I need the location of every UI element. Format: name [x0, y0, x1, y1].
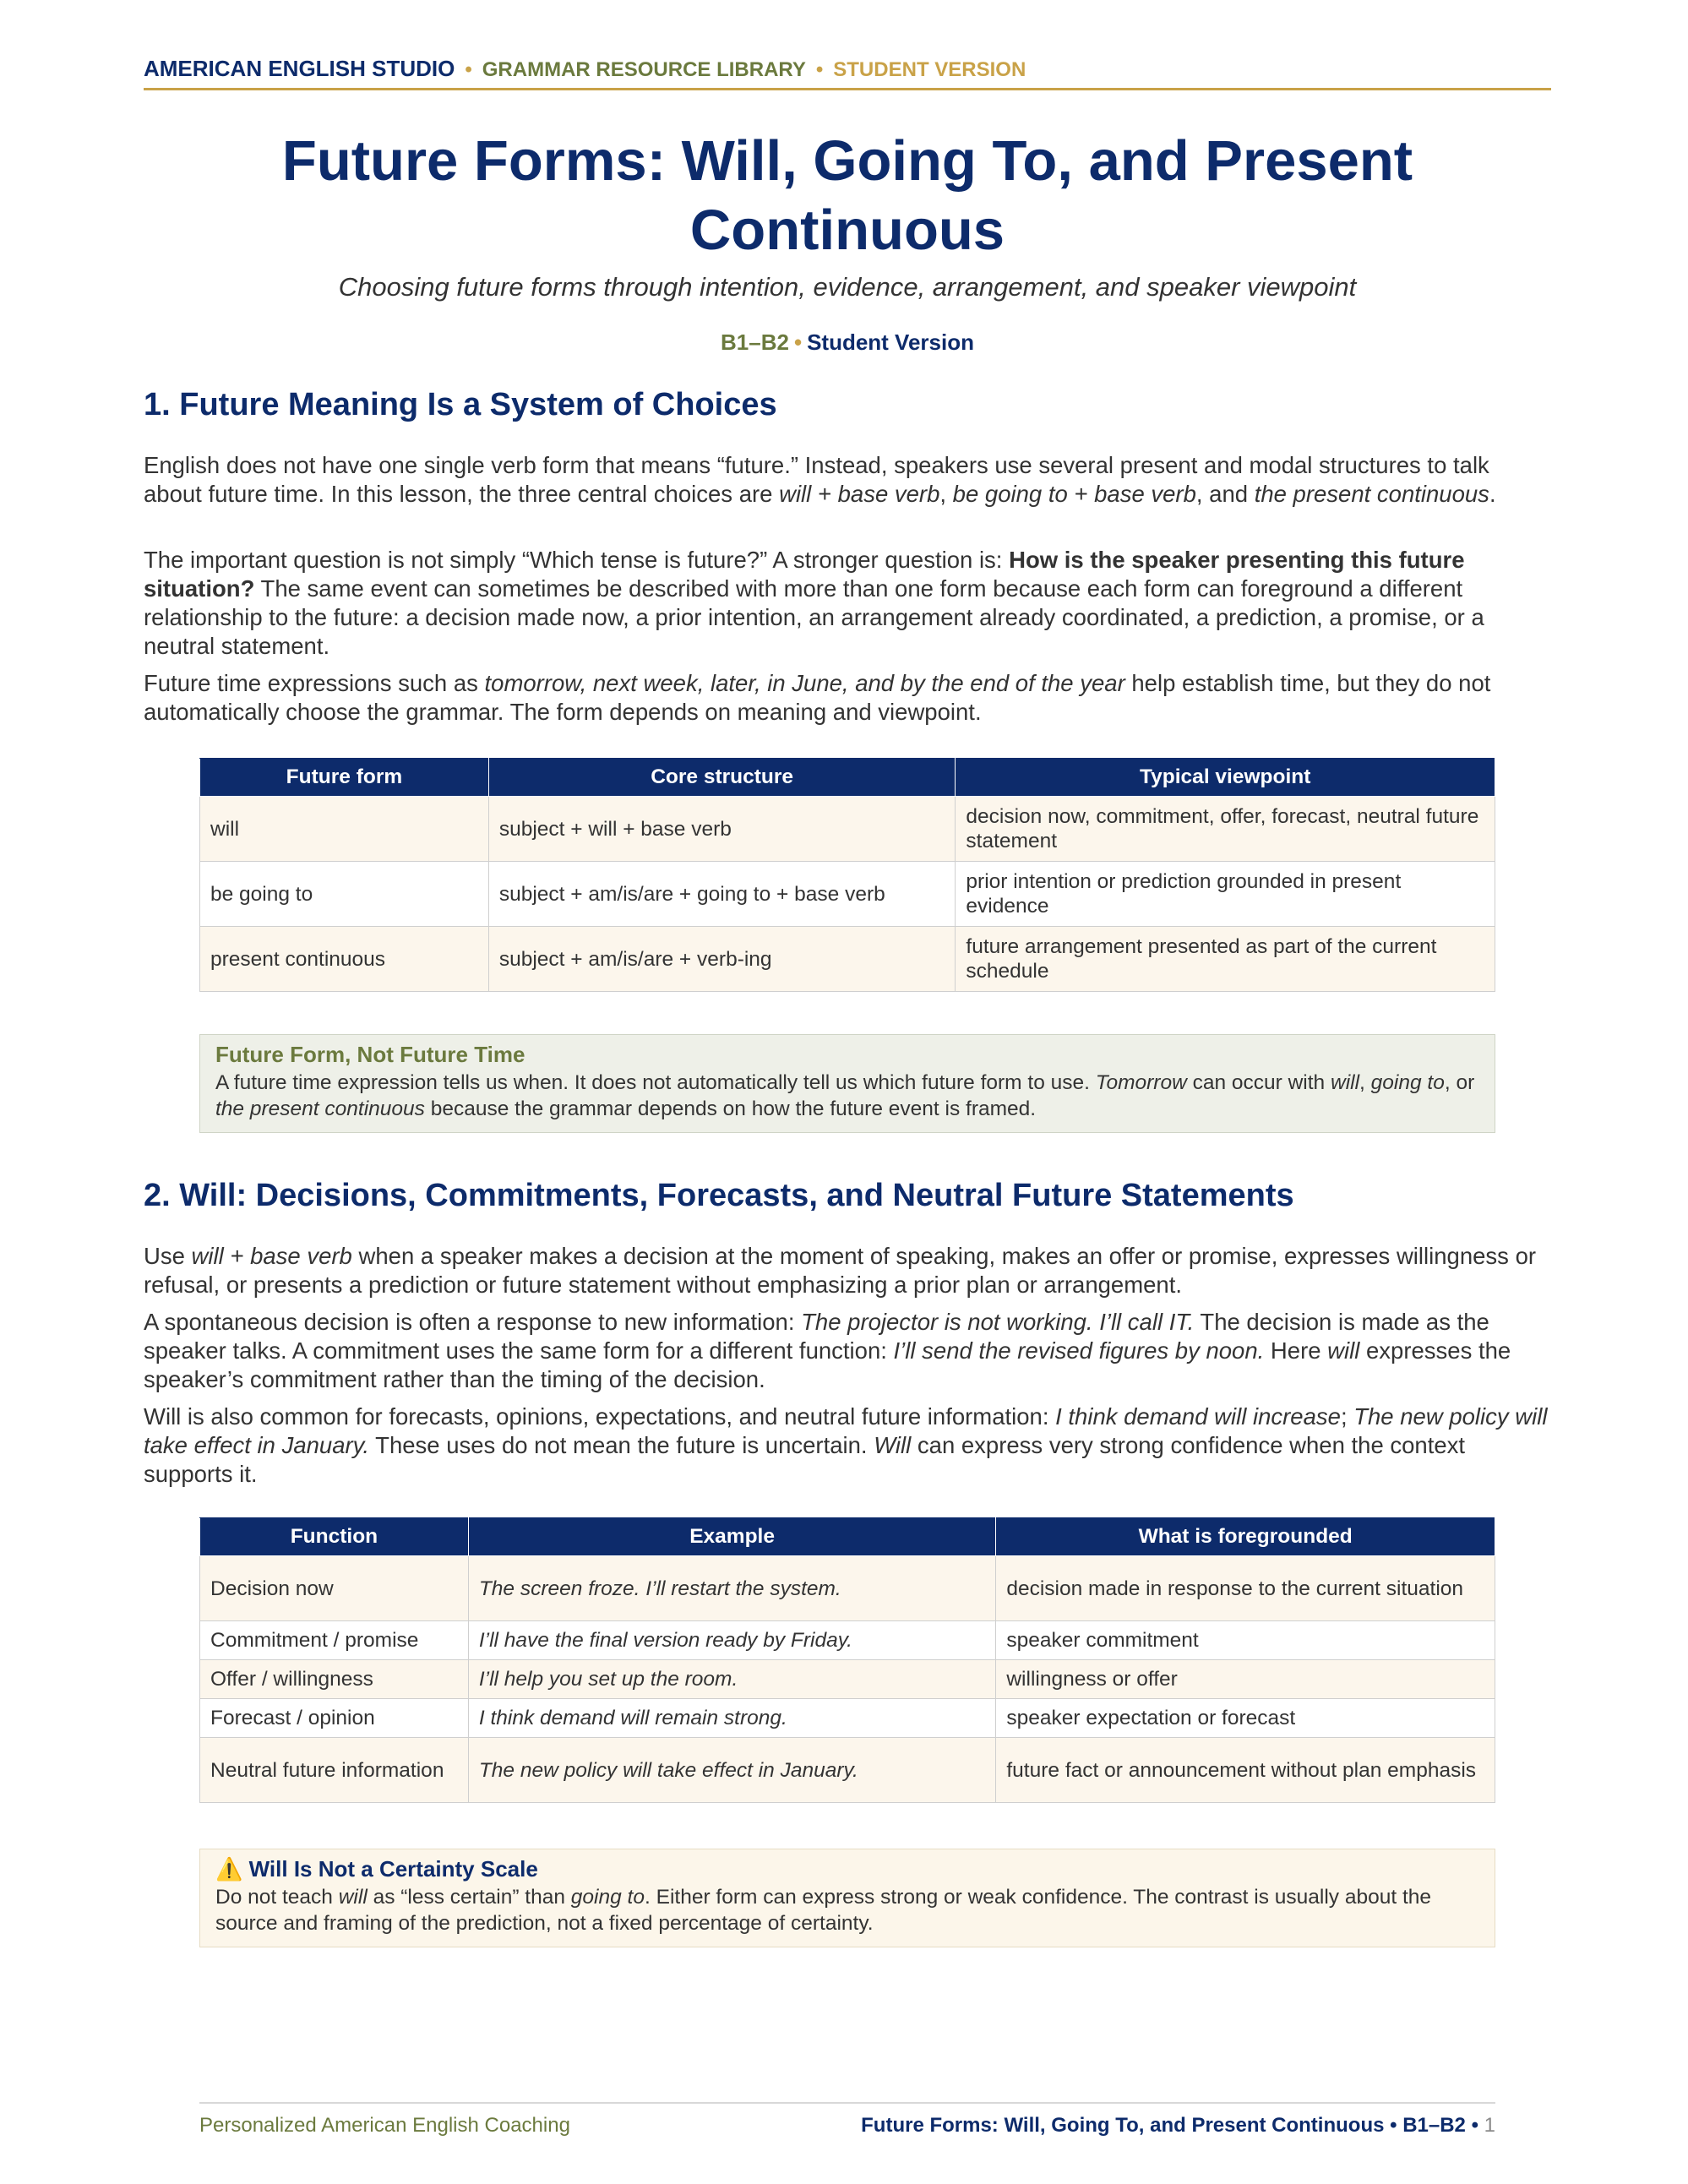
table-cell: The screen froze. I’ll restart the system.: [468, 1556, 996, 1621]
table-cell: future fact or announcement without plan emphasis: [996, 1738, 1495, 1803]
table-header-cell: Typical viewpoint: [956, 759, 1495, 797]
table-cell: subject + am/is/are + verb-ing: [488, 927, 956, 992]
future-forms-table: [199, 758, 1495, 992]
header-separator: •: [465, 58, 472, 81]
table-cell: speaker expectation or forecast: [996, 1699, 1495, 1738]
table-row: [200, 1738, 1495, 1803]
table-cell: Decision now: [200, 1556, 469, 1621]
level-separator: •: [793, 330, 803, 355]
section-2-paragraph-1: Use will + base verb when a speaker makes a decision at the moment of speaking, makes an offer or promise, expresses willingness or refusal, or presents a prediction or future statement without emphasizing a prior plan or arrangement.: [144, 1243, 1537, 1298]
section-1-paragraph-1: English does not have one single verb form that means “future.” Instead, speakers use several present and modal structures to talk about future time. In this lesson, the three central choices are will + base verb, be going to + base verb, and the present continuous.: [144, 452, 1496, 507]
warning-icon: ⚠️: [215, 1856, 243, 1882]
table-row: [200, 1699, 1495, 1738]
table-header-cell: Future form: [200, 759, 489, 797]
table-cell: The new policy will take effect in January.: [468, 1738, 996, 1803]
table-cell: be going to: [200, 862, 489, 927]
callout-title: Future Form, Not Future Time: [215, 1042, 525, 1067]
table-cell: subject + will + base verb: [488, 797, 956, 862]
table-cell: will: [200, 797, 489, 862]
callout-title: ⚠️ Will Is Not a Certainty Scale: [215, 1856, 538, 1882]
table-row: [200, 797, 1495, 862]
callout-body: Do not teach will as “less certain” than going to. Either form can express strong or weak confidence. The contrast is usually about the source and framing of the prediction, not a fixed percentage of certainty.: [215, 1886, 1432, 1935]
section-2-paragraph-3: Will is also common for forecasts, opinions, expectations, and neutral future information: I think demand will increase; The new policy will take effect in January. These uses do not mean the future is uncertain. Will can express very strong confidence when the context supports it.: [144, 1403, 1548, 1487]
footer-right: Future Forms: Will, Going To, and Present Continuous • B1–B2 • 1: [861, 2114, 1495, 2137]
callout-body: A future time expression tells us when. It does not automatically tell us which future form to use. Tomorrow can occur with will, going to, or the present continuous because the grammar depends on how the future event is framed.: [215, 1071, 1475, 1120]
level-version: Student Version: [807, 330, 974, 355]
table-cell: willingness or offer: [996, 1660, 1495, 1699]
table-header-cell: Core structure: [488, 759, 956, 797]
table-row: [200, 927, 1495, 992]
table-cell: I’ll have the final version ready by Friday.: [468, 1621, 996, 1660]
table-cell: Neutral future information: [200, 1738, 469, 1803]
header-version: STUDENT VERSION: [833, 58, 1026, 81]
table-row: [200, 1660, 1495, 1699]
will-functions-table: [199, 1517, 1495, 1803]
section-1-paragraph-2: The important question is not simply “Which tense is future?” A stronger question is: How is the speaker presenting this future situation? The same event can sometimes be described with more than one form because each form can foreground a different relationship to the future: a decision made now, a prior intention, an arrangement already coordinated, a prediction, a promise, or a neutral statement.: [144, 547, 1484, 659]
header-library: GRAMMAR RESOURCE LIBRARY: [482, 58, 806, 81]
callout-future-form: [199, 1034, 1495, 1133]
footer-left: Personalized American English Coaching: [199, 2114, 570, 2137]
table-cell: future arrangement presented as part of the current schedule: [956, 927, 1495, 992]
table-row: [200, 862, 1495, 927]
section-1-paragraph-3: Future time expressions such as tomorrow, next week, later, in June, and by the end of the year help establish time, but they do not automatically choose the grammar. The form depends on meaning and viewpoint.: [144, 670, 1491, 725]
callout-certainty-warning: [199, 1849, 1495, 1947]
page-footer: [199, 2102, 1495, 2138]
table-cell: decision now, commitment, offer, forecast, neutral future statement: [956, 797, 1495, 862]
table-row: [200, 1556, 1495, 1621]
table-cell: Forecast / opinion: [200, 1699, 469, 1738]
table-header-cell: What is foregrounded: [996, 1518, 1495, 1556]
table-header-cell: Example: [468, 1518, 996, 1556]
table-cell: I’ll help you set up the room.: [468, 1660, 996, 1699]
table-header-cell: Function: [200, 1518, 469, 1556]
page-number: 1: [1484, 2114, 1495, 2137]
table-cell: speaker commitment: [996, 1621, 1495, 1660]
page-subtitle: Choosing future forms through intention, evidence, arrangement, and speaker viewpoint: [338, 272, 1357, 302]
table-cell: I think demand will remain strong.: [468, 1699, 996, 1738]
page-title: Future Forms: Will, Going To, and Present Continuous: [281, 129, 1413, 262]
section-2-paragraph-2: A spontaneous decision is often a response to new information: The projector is not working. I’ll call IT. The decision is made as the speaker talks. A commitment uses the same form for a different function: I’ll send the revised figures by noon. Here will expresses the speaker’s commitment rather than the timing of the decision.: [144, 1309, 1511, 1392]
header-studio: AMERICAN ENGLISH STUDIO: [144, 56, 455, 81]
table-cell: Offer / willingness: [200, 1660, 469, 1699]
table-row: [200, 1621, 1495, 1660]
document-header: [144, 56, 1551, 90]
header-separator: •: [815, 58, 824, 81]
level-badge: [144, 330, 1551, 356]
table-cell: prior intention or prediction grounded in present evidence: [956, 862, 1495, 927]
table-cell: subject + am/is/are + going to + base verb: [488, 862, 956, 927]
table-cell: Commitment / promise: [200, 1621, 469, 1660]
level-range: B1–B2: [721, 330, 789, 355]
section-2-heading: 2. Will: Decisions, Commitments, Forecasts, and Neutral Future Statements: [144, 1178, 1294, 1213]
section-1-heading: 1. Future Meaning Is a System of Choices: [144, 387, 777, 422]
table-cell: present continuous: [200, 927, 489, 992]
table-cell: decision made in response to the current situation: [996, 1556, 1495, 1621]
